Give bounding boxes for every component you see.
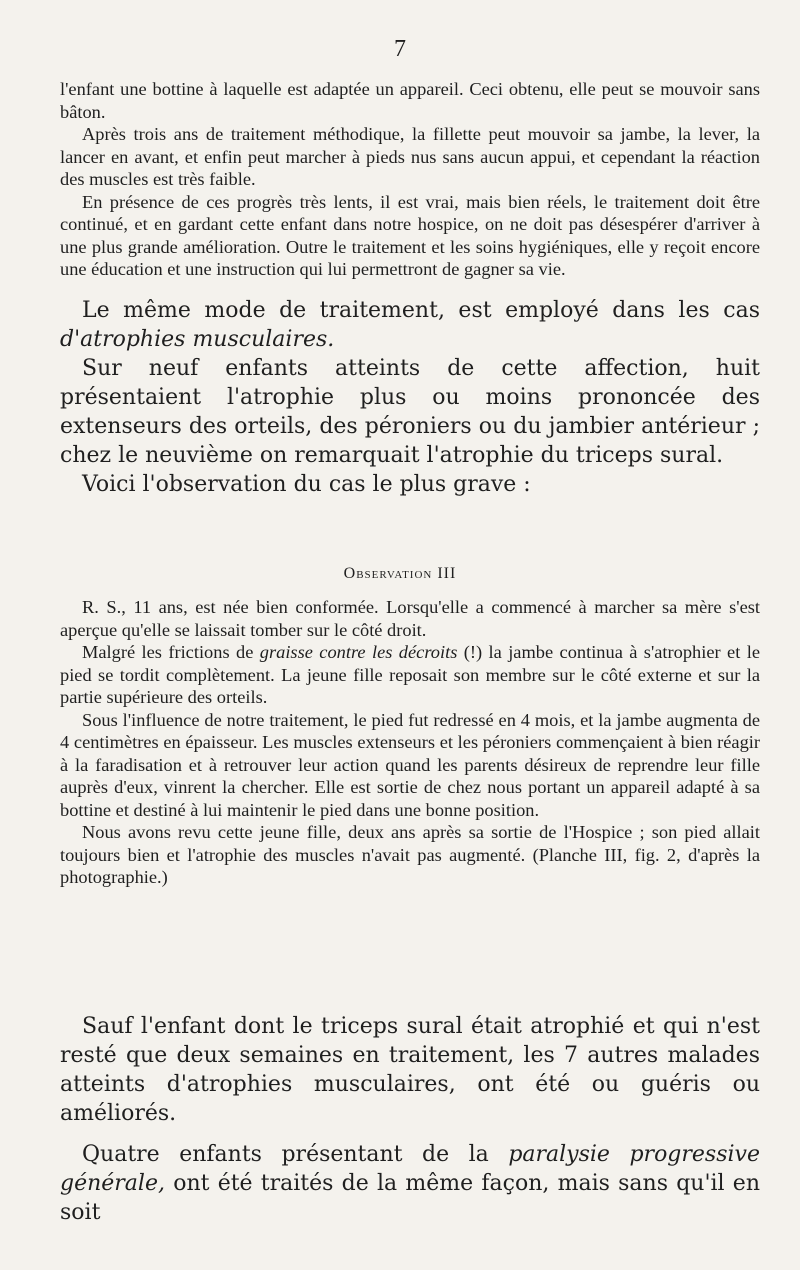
observation-p2-after: (!) la jambe continua à s'atrophier et le pied se tordit complètement. La jeune fille reposait son membre sur le côté externe et sur la partie supérieure des orteils. <box>60 642 760 707</box>
observation-paragraph-2 <box>60 641 760 709</box>
observation-title: Observation III <box>343 565 457 582</box>
closing-p2-before: Quatre enfants présentant de la <box>82 1142 509 1167</box>
section-text <box>60 296 760 499</box>
intro-paragraph-3: En présence de ces progrès très lents, il est vrai, mais bien réels, le traitement doit être continué, et en gardant cette enfant dans notre hospice, on ne doit pas désespérer d'arriver à une plus grande amélioration. Outre le traitement et les soins hygiéniques, elle y reçoit encore une éducation et une instruction qui lui permettront de gagner sa vie. <box>60 191 760 279</box>
observation-paragraph-3: Sous l'influence de notre traitement, le pied fut redressé en 4 mois, et la jambe augmenta de 4 centimètres en épaisseur. Les muscles extenseurs et les péroniers commençaient à bien réagir à la faradisation et à retrouver leur action quand les parents désireux de reprendre leur fille auprès d'eux, vinrent la chercher. Elle est sortie de chez nous portant un appareil adapté à sa bottine et destiné à lui maintenir le pied dans une bonne position. <box>60 709 760 820</box>
section-paragraph-2: Sur neuf enfants atteints de cette affection, huit présentaient l'atrophie plus ou moins prononcée des extenseurs des orteils, des péroniers ou du jambier antérieur ; chez le neuvième on remarquait l'atrophie du triceps sural. <box>60 356 760 468</box>
observation-paragraph-4: Nous avons revu cette jeune fille, deux ans après sa sortie de l'Hospice ; son pied allait toujours bien et l'atrophie des muscles n'avait pas augmenté. (Planche III, fig. 2, d'après la photographie.) <box>60 822 760 887</box>
intro-text <box>60 78 760 281</box>
observation-p2-italic: graisse contre les décroits <box>259 642 458 662</box>
section-lead-italic: d'atrophies musculaires. <box>60 327 335 352</box>
observation-paragraph-1: R. S., 11 ans, est née bien conformée. Lorsqu'elle a commencé à marcher sa mère s'est aperçue qu'elle se laissait tomber sur le côté droit. <box>60 597 760 640</box>
closing-text <box>60 1012 760 1227</box>
intro-paragraph-1: l'enfant une bottine à laquelle est adaptée un appareil. Ceci obtenu, elle peut se mouvoir sans bâton. <box>60 79 760 122</box>
observation-p2-before: Malgré les frictions de <box>82 642 260 662</box>
observation-text <box>60 596 760 889</box>
closing-p2-after: ont été traités de la même façon, mais sans qu'il en soit <box>60 1171 760 1225</box>
closing-p2-italic: paralysie progressive générale, <box>60 1142 760 1196</box>
page-number: 7 <box>394 36 406 62</box>
section-paragraph-3: Voici l'observation du cas le plus grave : <box>82 472 531 497</box>
section-lead-paragraph <box>60 296 760 354</box>
section-lead-text: Le même mode de traitement, est employé dans les cas <box>82 298 760 323</box>
closing-paragraph-1: Sauf l'enfant dont le triceps sural était atrophié et qui n'est resté que deux semaines en traitement, les 7 autres malades atteints d'atrophies musculaires, ont été ou guéris ou améliorés. <box>60 1014 760 1126</box>
closing-paragraph-2 <box>60 1140 760 1227</box>
intro-paragraph-2: Après trois ans de traitement méthodique, la fillette peut mouvoir sa jambe, la lever, la lancer en avant, et enfin peut marcher à pieds nus sans aucun appui, et cependant la réaction des muscles est très faible. <box>60 124 760 189</box>
